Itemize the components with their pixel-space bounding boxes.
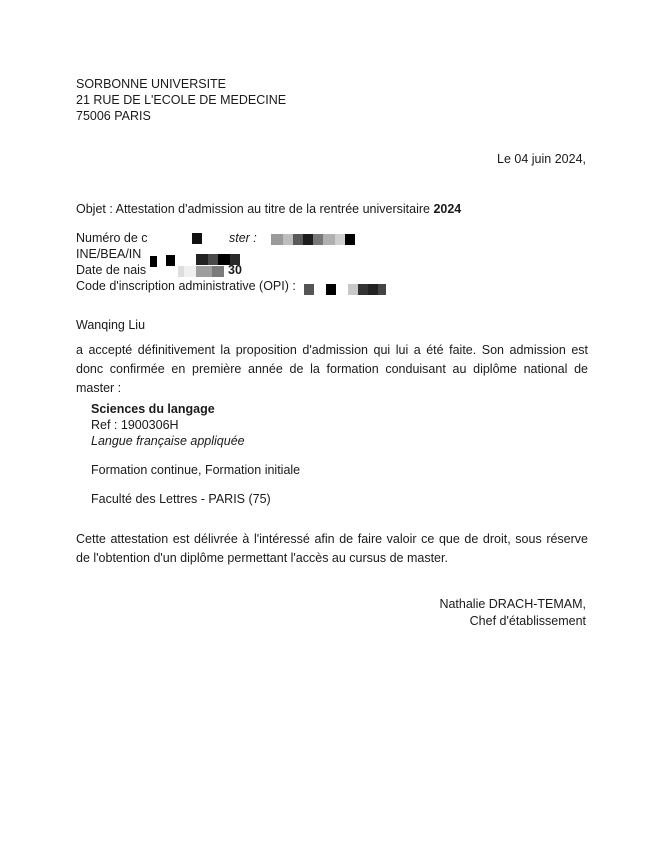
admission-paragraph: a accepté définitivement la proposition d'admission qui lui a été faite. Son admission est donc confirmée en première année de la formation conduisant au diplôme national de master : — [76, 343, 588, 395]
signatory-title: Chef d'établissement — [469, 614, 586, 628]
subject-year: 2024 — [433, 202, 462, 216]
redaction-block — [178, 266, 224, 277]
program-title: Sciences du langage — [91, 402, 215, 416]
subject-line — [76, 201, 461, 217]
sender-city: 75006 PARIS — [76, 109, 151, 123]
redaction-block — [304, 284, 386, 295]
student-number-label-start: Numéro de c — [76, 231, 148, 245]
redaction-block — [150, 256, 157, 267]
student-number-label-end: ster : — [229, 231, 257, 245]
student-number-row — [76, 230, 148, 246]
redaction-block — [192, 233, 202, 244]
program-track: Langue française appliquée — [91, 434, 245, 448]
birthdate-tail: 30 — [228, 263, 242, 277]
opi-row — [76, 278, 296, 294]
program-faculty: Faculté des Lettres - PARIS (75) — [91, 492, 271, 506]
letter-date: Le 04 juin 2024, — [497, 152, 586, 166]
ine-label: INE/BEA/IN — [76, 247, 142, 261]
subject-text: Objet : Attestation d'admission au titre de la rentrée universitaire — [76, 202, 434, 216]
birthdate-row — [76, 262, 146, 278]
closing-paragraph: Cette attestation est délivrée à l'intéressé afin de faire valoir ce que de droit, sous réserve de l'obtention d'un diplôme permettant l'accès au cursus de master. — [76, 532, 588, 565]
signatory-name: Nathalie DRACH-TEMAM, — [439, 597, 586, 611]
ine-row — [76, 246, 141, 262]
redaction-block — [166, 255, 175, 266]
redaction-block — [271, 234, 355, 245]
program-modes: Formation continue, Formation initiale — [91, 463, 301, 477]
opi-label: Code d'inscription administrative (OPI) : — [76, 279, 296, 293]
recipient-name: Wanqing Liu — [76, 318, 146, 332]
sender-street: 21 RUE DE L'ECOLE DE MEDECINE — [76, 93, 287, 107]
program-ref: Ref : 1900306H — [91, 418, 179, 432]
birthdate-label: Date de nais — [76, 263, 147, 277]
sender-name: SORBONNE UNIVERSITE — [76, 77, 227, 91]
